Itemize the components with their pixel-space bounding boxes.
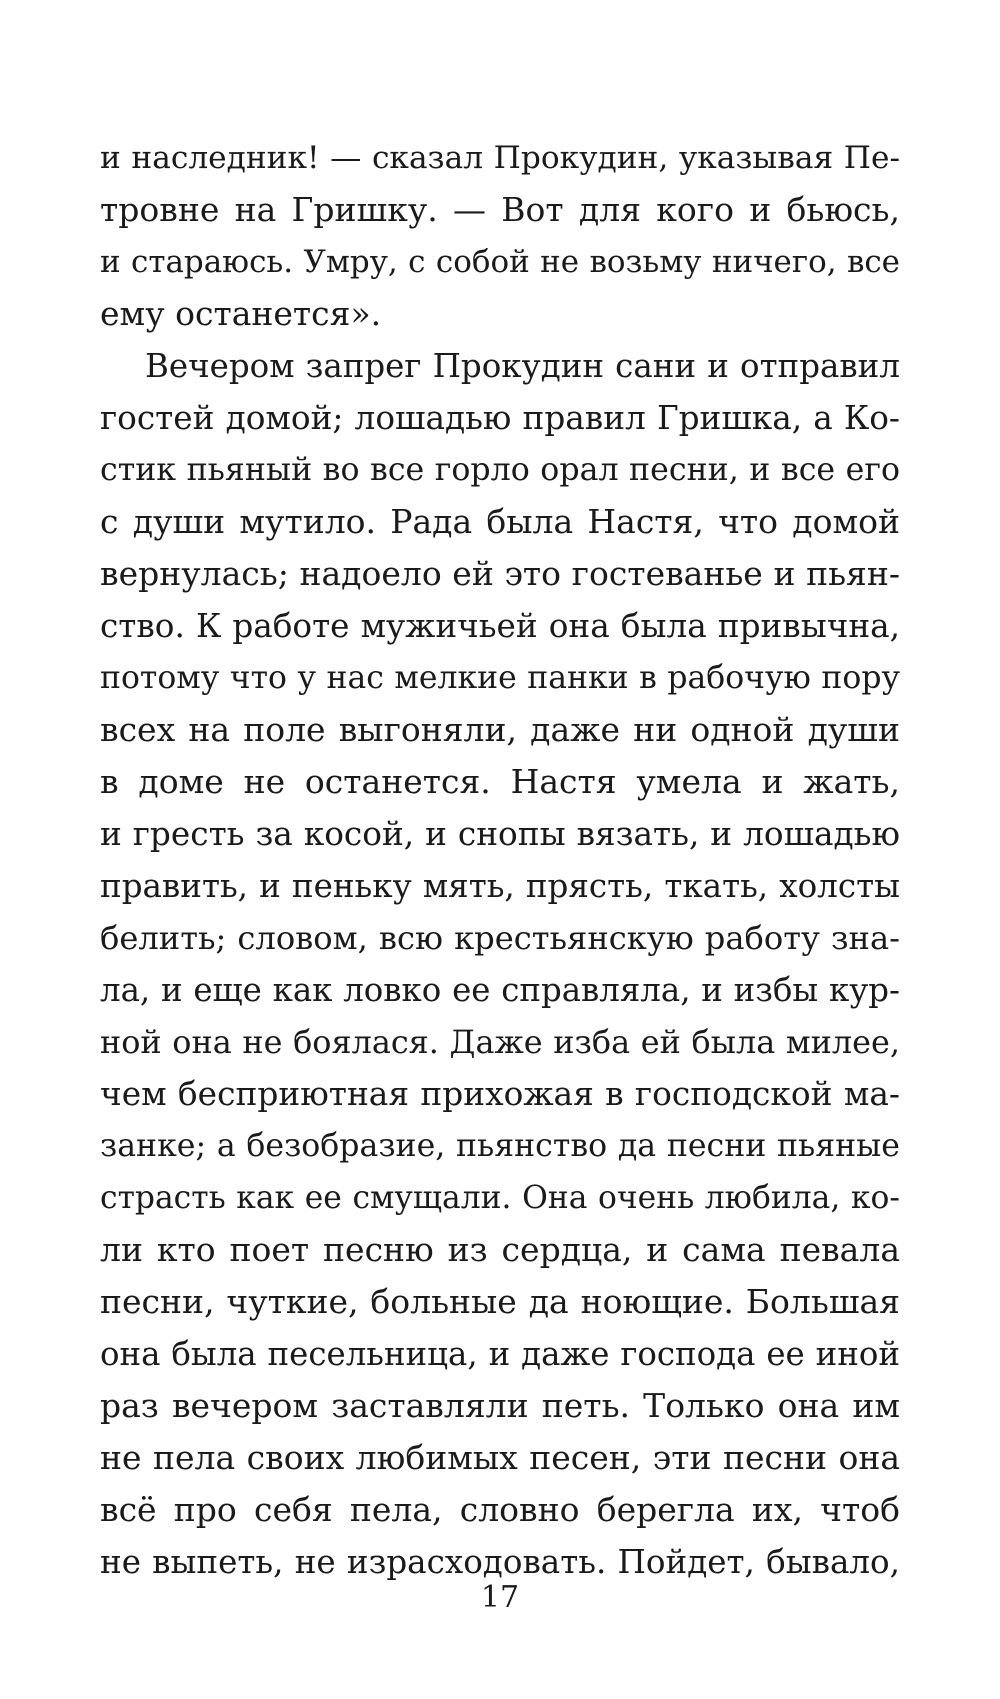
text-line: ство. К работе мужичьей она была привычна, xyxy=(100,607,900,645)
text-line: гостей домой; лошадью правил Гришка, а Ко- xyxy=(100,399,900,437)
text-line: чем бесприютная прихожая в господской ма- xyxy=(100,1075,900,1113)
page-number: 17 xyxy=(480,1580,520,1615)
text-line: не пела своих любимых песен, эти песни она xyxy=(100,1438,900,1477)
text-line: страсть как ее смущали. Она очень любила, ко- xyxy=(100,1180,900,1216)
text-line: и стараюсь. Умру, с собой не возьму ничего, все xyxy=(100,244,900,280)
text-line: и гресть за косой, и снопы вязать, и лошадью xyxy=(100,815,900,853)
text-line: всех на поле выгоняли, даже ни одной души xyxy=(100,710,900,749)
text-line: ли кто поет песню из сердца, и сама певала xyxy=(100,1230,900,1269)
text-line: в доме не останется. Настя умела и жать, xyxy=(100,762,900,801)
text-line: всё про себя пела, словно берегла их, чтоб xyxy=(100,1490,900,1529)
text-line: править, и пеньку мять, прясть, ткать, холсты xyxy=(100,867,900,905)
text-line: она была песельница, и даже господа ее иной xyxy=(100,1335,900,1373)
text-line: ему останется». xyxy=(100,294,382,333)
text-line: с души мутило. Рада была Настя, что домой xyxy=(100,502,900,541)
text-line: стик пьяный во все горло орал песни, и все его xyxy=(100,452,900,488)
text-line: ной она не боялася. Даже изба ей была милее, xyxy=(100,1023,900,1061)
text-line: белить; словом, всю крестьянскую работу зна- xyxy=(100,919,900,957)
text-line: и наследник! — сказал Прокудин, указывая Пе- xyxy=(100,140,900,176)
text-line: тровне на Гришку. — Вот для кого и бьюсь, xyxy=(100,190,900,229)
text-line: Вечером запрег Прокудин сани и отправил xyxy=(145,347,900,385)
text-line: ла, и еще как ловко ее справляла, и избы кур- xyxy=(100,971,900,1009)
text-line: занке; а безобразие, пьянство да песни пьяные xyxy=(100,1128,900,1164)
text-line: не выпеть, не израсходовать. Пойдет, бывало, xyxy=(100,1543,900,1581)
body-text xyxy=(100,132,900,1588)
text-line: песни, чуткие, больные да ноющие. Большая xyxy=(100,1282,900,1321)
text-line: потому что у нас мелкие панки в рабочую пору xyxy=(100,660,900,696)
text-line: вернулась; надоело ей это гостеванье и пьян- xyxy=(100,554,900,593)
text-line: раз вечером заставляли петь. Только она им xyxy=(100,1386,900,1425)
